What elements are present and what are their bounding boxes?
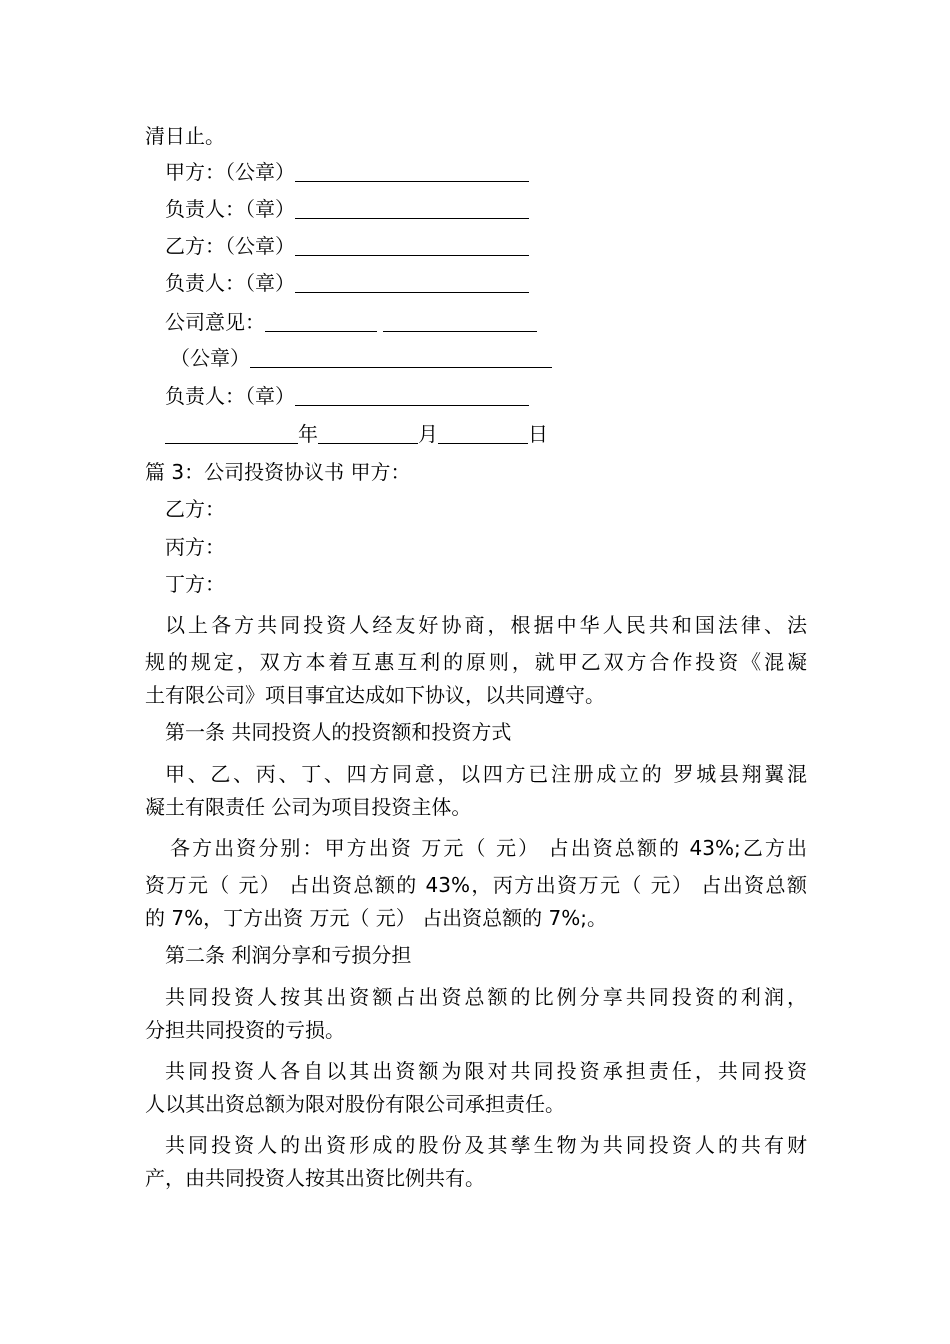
year-label: 年 — [298, 422, 318, 446]
paragraph-line: 的 7%，丁方出资 万元（ 元） 占出资总额的 7%;。 — [145, 906, 607, 930]
year-blank[interactable] — [165, 423, 298, 444]
section-title: 篇 3：公司投资协议书 甲方： — [145, 460, 411, 484]
signature-label: 乙方：（公章） — [165, 234, 295, 258]
paragraph-line: 以上各方共同投资人经友好协商，根据中华人民共和国法律、法 — [165, 613, 807, 637]
signature-blank[interactable] — [265, 311, 377, 332]
signature-blank[interactable] — [295, 198, 529, 219]
signature-label: （公章） — [170, 346, 250, 370]
signature-blank[interactable] — [295, 161, 529, 182]
paragraph-line: 各方出资分别：甲方出资 万元（ 元） 占出资总额的 43%;乙方出 — [170, 836, 807, 860]
signature-label: 公司意见： — [165, 310, 265, 334]
party-line: 乙方： — [165, 497, 225, 521]
date-line — [165, 422, 548, 446]
signature-blank[interactable] — [295, 385, 529, 406]
party-line: 丙方： — [165, 535, 225, 559]
signature-blank[interactable] — [295, 272, 529, 293]
paragraph-line: 凝土有限责任 公司为项目投资主体。 — [145, 795, 472, 819]
signature-line-responsible-b — [165, 271, 529, 295]
paragraph-line: 产，由共同投资人按其出资比例共有。 — [145, 1166, 485, 1190]
paragraph-line: 土有限公司》项目事宜达成如下协议，以共同遵守。 — [145, 683, 605, 707]
signature-blank[interactable] — [250, 347, 552, 368]
signature-line-party-b — [165, 234, 529, 258]
signature-label: 负责人：（章） — [165, 197, 295, 221]
day-blank[interactable] — [438, 423, 528, 444]
signature-line-company-opinion — [165, 310, 537, 334]
signature-line-responsible-a — [165, 197, 529, 221]
paragraph-line: 共同投资人按其出资额占出资总额的比例分享共同投资的利润， — [165, 985, 807, 1009]
paragraph-line: 共同投资人各自以其出资额为限对共同投资承担责任，共同投资 — [165, 1059, 807, 1083]
signature-line-responsible-c — [165, 384, 529, 408]
signature-label: 负责人：（章） — [165, 271, 295, 295]
paragraph-line: 甲、乙、丙、丁、四方同意，以四方已注册成立的 罗城县翔翼混 — [165, 762, 807, 786]
paragraph-line: 规的规定，双方本着互惠互利的原则，就甲乙双方合作投资《混凝 — [145, 650, 807, 674]
signature-label: 负责人：（章） — [165, 384, 295, 408]
paragraph-line: 人以其出资总额为限对股份有限公司承担责任。 — [145, 1092, 565, 1116]
paragraph-line: 共同投资人的出资形成的股份及其孳生物为共同投资人的共有财 — [165, 1133, 807, 1157]
signature-line-seal — [170, 346, 552, 370]
text-line: 清日止。 — [145, 124, 225, 148]
paragraph-line: 资万元（ 元） 占出资总额的 43%，丙方出资万元（ 元） 占出资总额 — [145, 873, 807, 897]
paragraph-line: 分担共同投资的亏损。 — [145, 1018, 345, 1042]
month-blank[interactable] — [318, 423, 418, 444]
article-heading: 第一条 共同投资人的投资额和投资方式 — [165, 720, 512, 744]
signature-label: 甲方：（公章） — [165, 160, 295, 184]
signature-line-party-a — [165, 160, 529, 184]
signature-blank[interactable] — [383, 311, 537, 332]
month-label: 月 — [418, 422, 438, 446]
party-line: 丁方： — [165, 572, 225, 596]
day-label: 日 — [528, 422, 548, 446]
signature-blank[interactable] — [295, 235, 529, 256]
article-heading: 第二条 利润分享和亏损分担 — [165, 943, 412, 967]
